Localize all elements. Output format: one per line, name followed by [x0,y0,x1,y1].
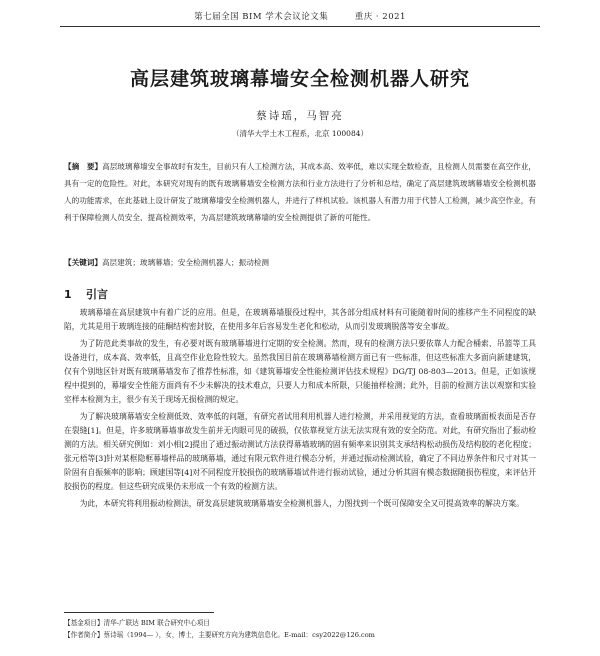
paragraph: 玻璃幕墙在高层建筑中有着广泛的应用。但是，在玻璃幕墙服役过程中，其各部分组成材料有可能随着时间的推移产生不同程度的缺陷，尤其是用于玻璃连接的硅酮结构密封胶，在使用多年后容易发生老化和松动，从而引发玻璃脱落等安全事故。 [64,308,536,331]
abstract-label: 【摘 要】 [64,162,103,171]
section-number: 1 [64,288,72,301]
abstract [64,158,536,226]
affiliation: （清华大学土木工程系，北京 100084） [231,129,368,138]
running-header [0,10,600,22]
abstract-text: 高层玻璃幕墙安全事故时有发生，目前只有人工检测方法，其成本高、效率低，难以实现全数检查，且检测人员需要在高空作业，具有一定的危险性。对此，本研究对现有的既有玻璃幕墙安全检测方法和行业方法进行了分析和总结，确定了高层建筑玻璃幕墙安全检测机器人的功能需求，在此基础上设计研发了玻璃幕墙安全检测机器人，并进行了样机试验。该机器人有潜力用于代替人工检测，减少高空作业，有利于保障检测人员安全、提高检测效率，为高层建筑玻璃幕墙的安全检测提供了新的可能性。 [64,162,537,222]
paragraph: 为了解决玻璃幕墙安全检测低效、效率低的问题，有研究者试用利用机器人进行检测，并采用视觉的方法，查看玻璃面板表面是否存在裂缝[1]。但是，许多玻璃幕墙事故发生前并无肉眼可见的破损，仅依靠视觉方法无法实现有效的安全防范。对此，有研究指出了振动检测的方法。相关研究例如：刘小相[2]提出了通过振动测试方法获得幕墙玻璃的固有频率来识别其支承结构松动损伤及结构胶的老化程度；张元梧等[3]针对某框隐框幕墙样品的玻璃幕墙，通过有限元软件进行模态分析，并通过振动检测试验，确定了不同边界条件和尺寸对其一阶固有自振频率的影响；顾建国等[4]对不同程度开胶损伤的玻璃幕墙试件进行振动试验，通过分析其固有模态数据随损伤程度，来评估开胶损伤的程度。但这些研究成果仍未形成一个有效的检测方法。 [64,412,536,491]
paper-title: 高层建筑玻璃幕墙安全检测机器人研究 [129,68,470,90]
paragraph: 为了防范此类事故的发生，有必要对既有玻璃幕墙进行定期的安全检测。然而，现有的检测方法只要依靠人力配合桶索、吊篮等工具设备进行，成本高、效率低，且高空作业危险性较大。虽然我国目前在玻璃幕墙检测方面已有一些标准，但这些标准大多面向新建建筑，仅有个别地区针对既有玻璃幕墙发布了推荐性标准，如《建筑幕墙安全性能检测评估技术规程》DG/TJ 08-803—2013。但是，正如该规程中提到的，幕墙安全性能方面尚有不少未解决的技术难点，只要人力和成本所限，只能抽样检测；此外，目前的检测方法以观察和实验室样本检测为主，很少有关于现场无损检测的规定。 [64,339,536,404]
keywords [64,256,536,270]
section-heading [64,286,108,302]
location-year: 重庆 · 2021 [354,12,406,22]
section-title: 引言 [86,288,108,301]
paragraph: 为此，本研究将利用振动检测法，研发高层建筑玻璃幕墙安全检测机器人，力图找到一个既可保障安全又可提高效率的解决方案。 [79,499,525,508]
authors: 蔡诗瑶，马智亮 [256,110,344,122]
header-rule [60,26,540,27]
conference-name: 第七届全国 BIM 学术会议论文集 [194,12,329,22]
footnote-rule [64,612,214,613]
body-text [64,306,536,514]
footnote-author: 【作者简介】蔡诗瑶（1994— ），女，博士，主要研究方向为建筑信息化。E-mail：csy2022@126.com [64,631,375,639]
keywords-label: 【关键词】 [64,258,102,267]
footnote-funding: 【基金项目】清华-广联达 BIM 联合研究中心项目 [64,619,210,627]
keywords-text: 高层建筑；玻璃幕墙；安全检测机器人；振动检测 [101,258,270,267]
